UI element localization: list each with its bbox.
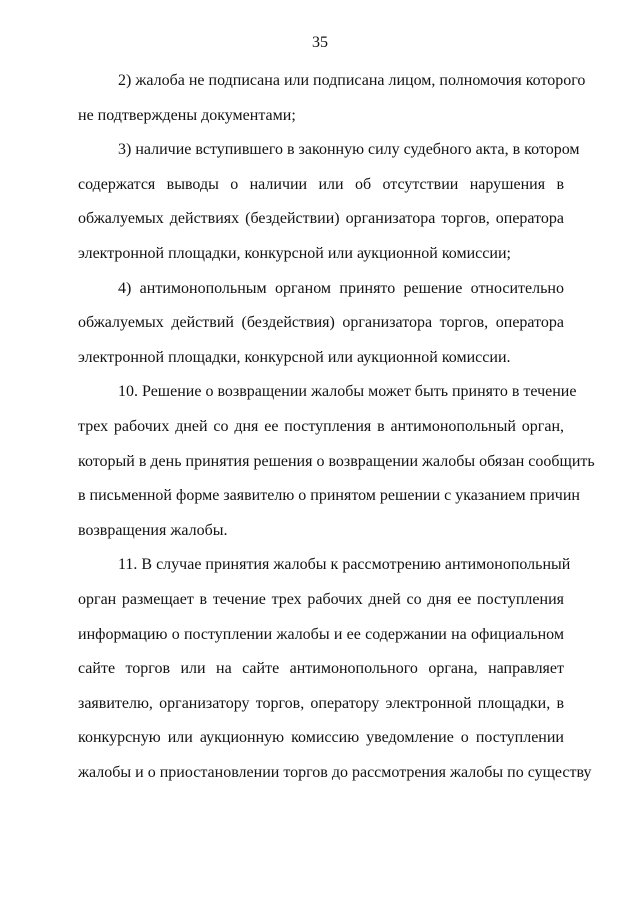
text-line: трех рабочих дней со дня ее поступления в антимонопольный орган,	[78, 417, 564, 435]
paragraph-item-4	[78, 272, 564, 376]
document-body	[78, 64, 595, 790]
paragraph-item-3	[78, 133, 580, 271]
text-line: орган размещает в течение трех рабочих дней со дня ее поступления	[78, 590, 564, 608]
text-line: 4) антимонопольным органом принято решение относительно	[118, 279, 564, 297]
text-line: 10. Решение о возвращении жалобы может быть принято в течение	[118, 383, 577, 401]
text-line: 11. В случае принятия жалобы к рассмотрению антимонопольный	[118, 556, 571, 574]
text-line: заявителю, организатору торгов, оператору электронной площадки, в	[78, 694, 564, 712]
text-line: обжалуемых действий (бездействия) организатора торгов, оператора	[78, 314, 564, 332]
text-line: 2) жалоба не подписана или подписана лицом, полномочия которого	[118, 72, 586, 89]
text-line: обжалуемых действиях (бездействии) организатора торгов, оператора	[78, 210, 564, 228]
text-line: конкурсную или аукционную комиссию уведомление о поступлении	[78, 729, 564, 747]
text-line: в письменной форме заявителю о принятом решении с указанием причин	[78, 487, 580, 505]
text-line: не подтверждены документами;	[78, 106, 296, 124]
text-line: электронной площадки, конкурсной или аукционной комиссии;	[78, 244, 511, 262]
page-number: 35	[312, 34, 328, 51]
text-line: возвращения жалобы.	[78, 521, 228, 539]
text-line: который в день принятия решения о возвращении жалобы обязан сообщить	[78, 452, 595, 470]
text-line: информацию о поступлении жалобы и ее содержании на официальном	[78, 625, 564, 643]
text-line: электронной площадки, конкурсной или аукционной комиссии.	[78, 348, 511, 366]
text-line: 3) наличие вступившего в законную силу судебного акта, в котором	[118, 141, 580, 159]
text-line: содержатся выводы о наличии или об отсутствии нарушения в	[78, 175, 564, 193]
paragraph-clause-10	[78, 375, 595, 548]
paragraph-item-2	[78, 64, 586, 133]
text-line: жалобы и о приостановлении торгов до рассмотрения жалобы по существу	[78, 763, 592, 781]
paragraph-clause-11	[78, 548, 592, 790]
text-line: сайте торгов или на сайте антимонопольного органа, направляет	[78, 660, 564, 678]
